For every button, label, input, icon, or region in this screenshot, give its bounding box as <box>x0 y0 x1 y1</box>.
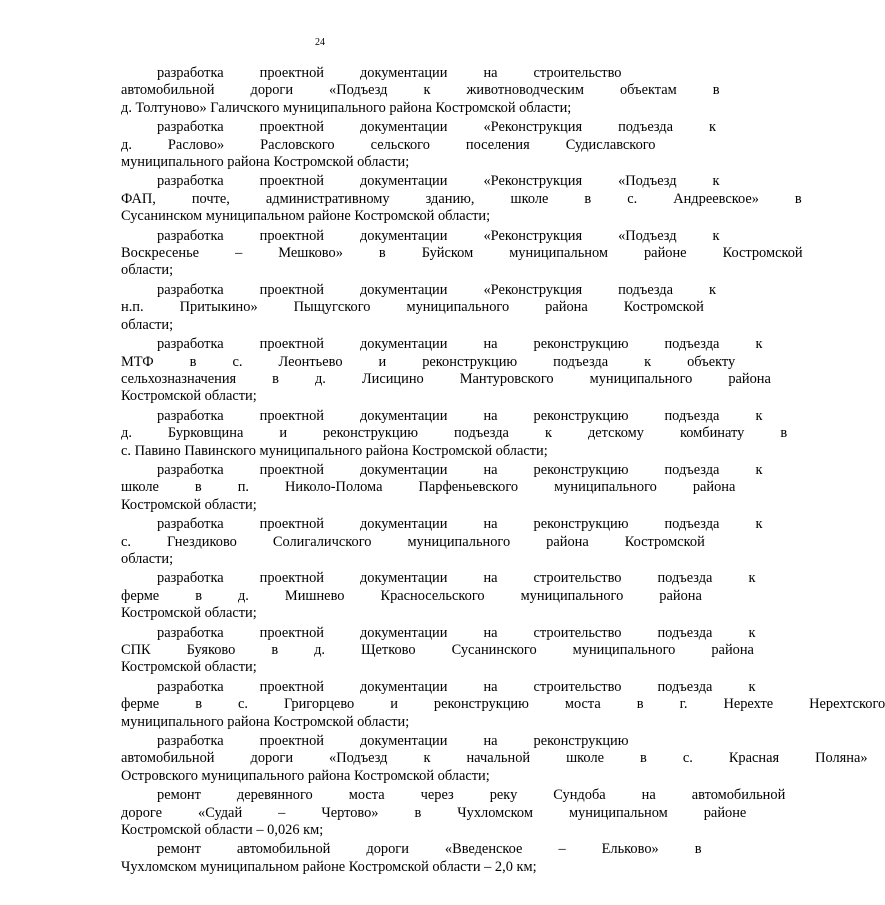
list-paragraph <box>85 787 786 839</box>
text-line: муниципального района Костромской области; <box>121 154 410 171</box>
document-body <box>85 65 885 878</box>
text-line: Воскресенье – Мешково» в Буйском муниципальном районе Костромской <box>121 245 803 262</box>
text-line: разработка проектной документации на строительство подъезда к <box>157 624 756 641</box>
text-line: автомобильной дороги «Подъезд к животноводческим объектам в <box>121 82 720 99</box>
text-line: д. Бурковщина и реконструкцию подъезда к детскому комбинату в <box>121 425 788 442</box>
text-line: д. Раслово» Расловского сельского поселения Судиславского <box>121 136 656 153</box>
text-line: разработка проектной документации на строительство подъезда к <box>157 570 756 587</box>
text-line: Сусанинском муниципальном районе Костромской области; <box>121 208 491 225</box>
text-line: СПК Буяково в д. Щетково Сусанинского муниципального района <box>121 642 754 658</box>
text-line: области; <box>121 316 174 333</box>
list-paragraph <box>85 570 756 622</box>
text-line: Костромской области; <box>121 659 257 676</box>
list-paragraph <box>85 336 771 406</box>
text-line: разработка проектной документации на реконструкцию подъезда к <box>157 407 763 424</box>
list-paragraph <box>85 173 802 225</box>
text-line: муниципального района Костромской области; <box>121 713 410 730</box>
text-line: разработка проектной документации «Реконструкция «Подъезд к <box>157 173 720 190</box>
text-line: автомобильной дороги «Подъезд к начальной школе в с. Красная Поляна» <box>121 750 868 767</box>
text-line: разработка проектной документации на строительство подъезда к <box>157 678 756 695</box>
text-line: Костромской области; <box>121 605 257 622</box>
text-line: разработка проектной документации на строительство <box>157 65 622 81</box>
text-line: Костромской области; <box>121 496 257 513</box>
text-line: н.п. Притыкино» Пыщугского муниципального района Костромской <box>121 299 704 316</box>
list-paragraph <box>85 407 788 460</box>
text-line: разработка проектной документации на реконструкцию подъезда к <box>157 461 763 478</box>
text-line: Островского муниципального района Костромской области; <box>121 767 490 784</box>
text-line: Костромской области – 0,026 км; <box>121 822 324 839</box>
text-line: разработка проектной документации на реконструкцию подъезда к <box>157 516 763 533</box>
text-line: Чухломском муниципальном районе Костромской области – 2,0 км; <box>121 858 537 875</box>
text-line: разработка проектной документации на реконструкцию <box>157 733 629 750</box>
text-line: с. Павино Павинского муниципального района Костромской области; <box>121 442 548 459</box>
text-line: разработка проектной документации на реконструкцию подъезда к <box>157 336 763 353</box>
text-line: сельхозназначения в д. Лисицино Мантуровского муниципального района <box>121 370 771 387</box>
text-line: ферме в с. Григорцево и реконструкцию моста в г. Нерехте Нерехтского <box>121 696 885 713</box>
list-paragraph <box>85 516 763 568</box>
list-paragraph <box>85 65 720 117</box>
text-line: дороге «Судай – Чертово» в Чухломском муниципальном районе <box>121 804 747 821</box>
text-line: Костромской области; <box>121 388 257 405</box>
text-line: д. Толтуново» Галичского муниципального района Костромской области; <box>121 99 572 116</box>
list-paragraph <box>85 841 702 876</box>
list-paragraph <box>85 461 763 514</box>
text-line: ферме в д. Мишнево Красносельского муниципального района <box>121 587 702 604</box>
text-line: области; <box>121 550 174 567</box>
list-paragraph <box>85 678 885 731</box>
list-paragraph <box>85 119 717 171</box>
text-line: ФАП, почте, административному зданию, школе в с. Андреевское» в <box>121 190 802 207</box>
list-paragraph <box>85 624 756 677</box>
list-paragraph <box>85 227 803 280</box>
text-line: МТФ в с. Леонтьево и реконструкцию подъезда к объекту <box>121 353 736 370</box>
list-paragraph <box>85 281 717 334</box>
text-line: ремонт автомобильной дороги «Введенское – Ельково» в <box>157 841 702 858</box>
text-line: школе в п. Николо-Полома Парфеньевского муниципального района <box>121 479 736 496</box>
list-paragraph <box>85 733 868 785</box>
text-line: разработка проектной документации «Реконструкция «Подъезд к <box>157 227 720 244</box>
text-line: разработка проектной документации «Реконструкция подъезда к <box>157 119 717 136</box>
text-line: с. Гнездиково Солигаличского муниципального района Костромской <box>121 533 705 550</box>
text-line: ремонт деревянного моста через реку Сундоба на автомобильной <box>157 787 786 804</box>
text-line: области; <box>121 262 174 279</box>
page-number: 24 <box>315 37 325 48</box>
text-line: разработка проектной документации «Реконструкция подъезда к <box>157 281 717 298</box>
